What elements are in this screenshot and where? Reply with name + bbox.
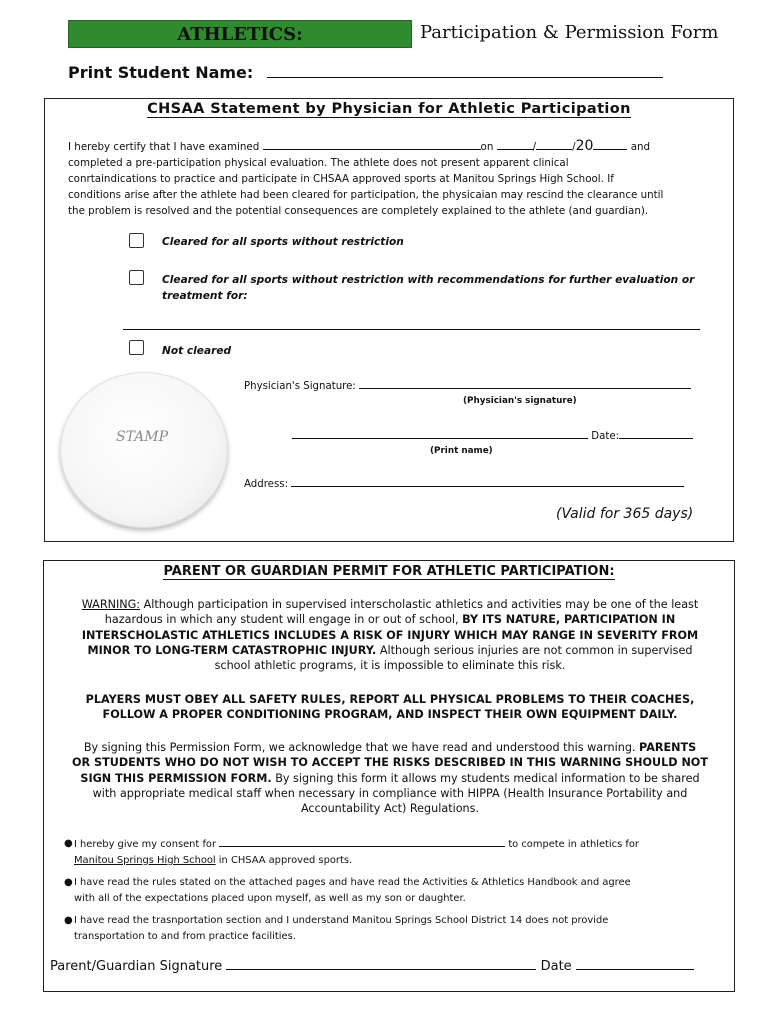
exam-day-field[interactable] <box>536 139 572 150</box>
parent-signature-row <box>50 957 694 974</box>
consent-student-name-field[interactable] <box>219 836 505 847</box>
form-title: Participation & Permission Form <box>420 22 719 43</box>
physician-date-field[interactable] <box>619 428 693 439</box>
cleared-no-restriction-checkbox[interactable] <box>129 233 144 248</box>
physician-signature-label: Physician's Signature: <box>244 381 356 392</box>
print-student-name-label: Print Student Name: <box>68 63 254 82</box>
athletics-banner <box>68 20 412 48</box>
exam-month-field[interactable] <box>497 139 533 150</box>
parent-signature-label: Parent/Guardian Signature <box>50 959 223 974</box>
cleared-with-recommendations-checkbox[interactable] <box>129 270 144 285</box>
cleared-with-recommendations-label-2: treatment for: <box>162 290 248 302</box>
valid-note: (Valid for 365 days) <box>556 506 694 522</box>
physician-text-line-2: completed a pre-participation physical evaluation. The athlete does not present apparent clinical <box>68 157 569 169</box>
print-student-name-row <box>68 63 663 82</box>
parent-date-label: Date <box>540 959 572 974</box>
exam-year-field[interactable] <box>593 139 627 150</box>
physician-signature-row <box>244 378 691 392</box>
physician-text-line-4: conditions arise after the athlete had been cleared for participation, the physicaian may rescind the clearance until <box>68 189 664 201</box>
cleared-with-recommendations-label-1: Cleared for all sports without restriction with recommendations for further evaluation or <box>162 274 695 286</box>
warning-paragraph: WARNING: Although participation in supervised interscholastic athletics and activities may be one of the least hazardous in which any student will engage in or out of school, BY ITS NATURE, PARTICIPATION IN INTERSCHOLASTIC ATHLETICS INCLUDES A RISK OF INJURY WHICH MAY RANGE IN SEVERITY FROM MINOR TO LONG-TERM CATASTROPHIC INJURY. Although serious injuries are not common in supervised school athletic programs, it is impossible to eliminate this risk. <box>81 598 699 673</box>
parent-date-field[interactable] <box>576 957 694 970</box>
acknowledgement-paragraph: By signing this Permission Form, we acknowledge that we have read and understood this warning. PARENTS OR STUDENTS WHO DO NOT WISH TO ACCEPT THE RISKS DESCRIBED IN THIS WARNING SHOULD NOT SIGN THIS PERMISSION FORM. By signing this form it allows my students medical information to be shared with appropriate medical staff when necessary in compliance with HIPPA (Health Insurance Portability and Accountability Act) Regulations. <box>72 741 708 816</box>
physician-print-name-field[interactable] <box>292 428 588 439</box>
not-cleared-label: Not cleared <box>162 345 232 357</box>
treatment-for-field[interactable] <box>123 329 700 330</box>
bullet-dot-1: ● <box>64 838 73 849</box>
print-name-date-row <box>292 428 693 442</box>
date-slash-1: / <box>532 141 537 153</box>
rules-bullet: ● I have read the rules stated on the attached pages and have read the Activities & Athletics Handbook and agree with all of the expectations placed upon myself, as well as my son or daughter. <box>64 877 631 904</box>
certify-prefix: I hereby certify that I have examined <box>68 141 260 153</box>
physician-section-title: CHSAA Statement by Physician for Athletic Participation <box>147 101 631 117</box>
bullet-dot-2: ● <box>64 877 73 888</box>
stamp-label: STAMP <box>115 429 169 445</box>
physician-text-line-5: the problem is resolved and the potential consequences are completely explained to the athlete (and guardian). <box>68 205 649 217</box>
certify-and: and <box>630 141 651 153</box>
athletics-label: ATHLETICS: <box>177 23 303 45</box>
certify-on: on <box>480 141 494 153</box>
physician-signature-field[interactable] <box>359 378 691 389</box>
transportation-bullet: ● I have read the trasnportation section and I understand Manitou Springs School District 14 does not provide transportation to and from practice facilities. <box>64 915 609 942</box>
address-row <box>244 476 684 490</box>
safety-rules-paragraph: PLAYERS MUST OBEY ALL SAFETY RULES, REPORT ALL PHYSICAL PROBLEMS TO THEIR COACHES, FOLLOW A PROPER CONDITIONING PROGRAM, AND INSPECT THEIR OWN EQUIPMENT DAILY. <box>85 693 695 722</box>
stamp-area <box>60 372 228 528</box>
bullet-dot-3: ● <box>64 915 73 926</box>
school-name: Manitou Springs High School <box>74 854 216 866</box>
physician-text-line-3: conrtaindications to practice and participate in CHSAA approved sports at Manitou Springs High School. If <box>68 173 614 185</box>
print-student-name-field[interactable] <box>267 63 663 78</box>
physician-signature-caption: (Physician's signature) <box>463 396 577 406</box>
certify-line <box>68 138 650 155</box>
cleared-no-restriction-label: Cleared for all sports without restriction <box>162 236 404 248</box>
address-field[interactable] <box>291 476 684 487</box>
parent-signature-field[interactable] <box>226 957 536 970</box>
consent-bullet: ● I hereby give my consent for to compete in athletics for Manitou Springs High School in CHSAA approved sports. <box>64 838 639 866</box>
physician-date-label: Date: <box>591 431 620 442</box>
examined-name-field[interactable] <box>263 139 481 150</box>
warning-label: WARNING: <box>81 598 141 611</box>
date-slash-2: / <box>572 141 576 153</box>
year-prefix: 20 <box>575 138 594 154</box>
guardian-section-title: PARENT OR GUARDIAN PERMIT FOR ATHLETIC PARTICIPATION: <box>163 564 615 579</box>
address-label: Address: <box>244 479 289 490</box>
print-name-caption: (Print name) <box>430 446 493 456</box>
not-cleared-checkbox[interactable] <box>129 340 144 355</box>
